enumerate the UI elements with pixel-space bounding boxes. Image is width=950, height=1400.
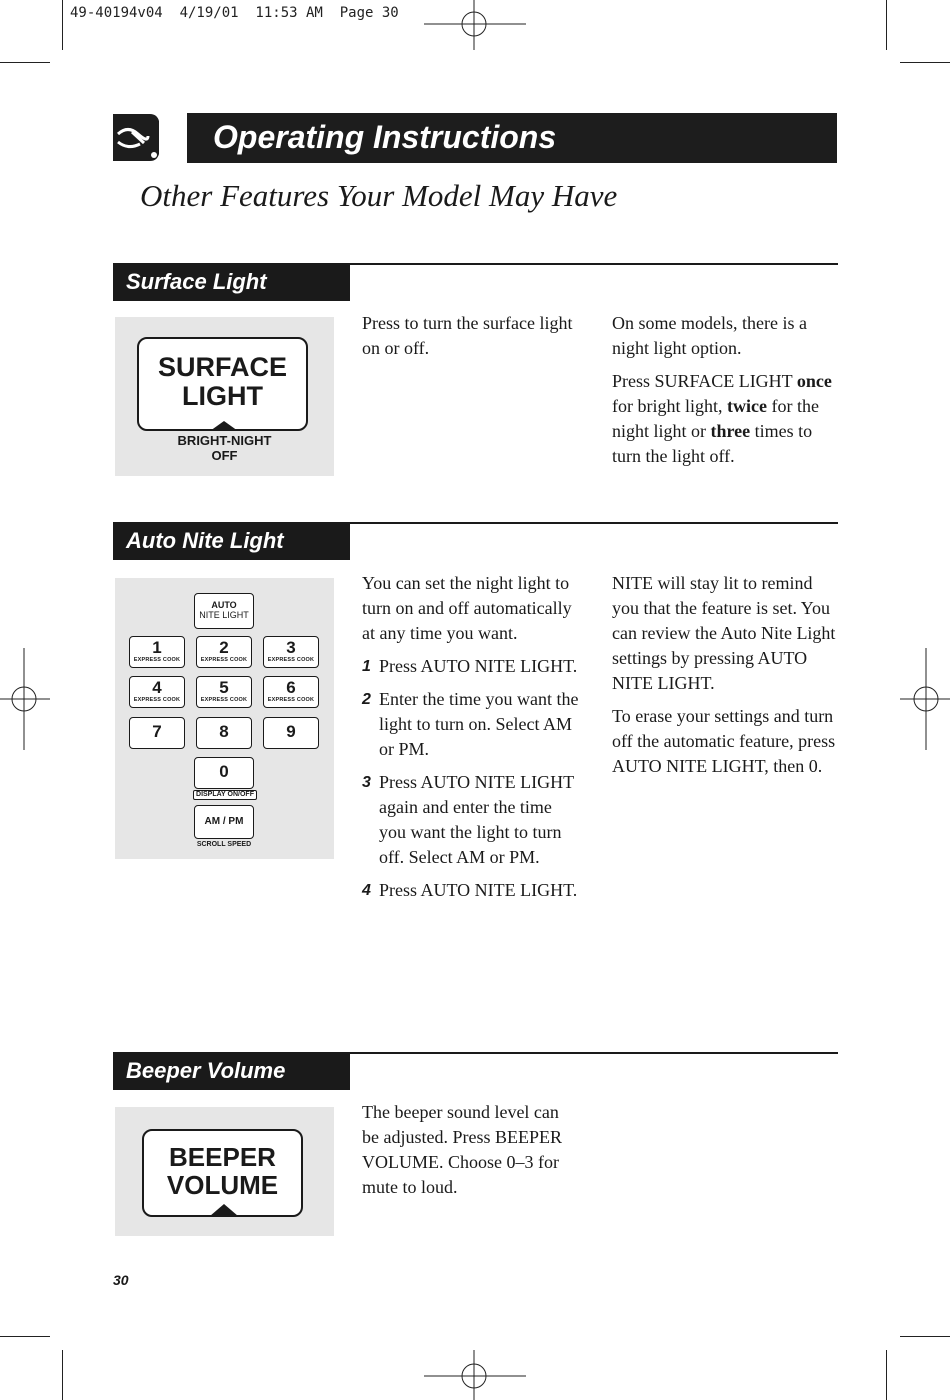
crop-mark [900,1336,950,1337]
display-on-off-label: DISPLAY ON/OFF [193,790,257,800]
section-rule [350,522,838,524]
surface-light-label [115,433,334,463]
key-5 [196,676,252,708]
key-2 [196,636,252,668]
triangle-indicator-icon [210,1204,238,1216]
keypad-illustration [115,578,334,859]
beeper-button-line1: BEEPER [169,1142,276,1172]
text-bold-once: once [796,371,832,391]
surface-light-illustration [115,317,334,476]
key-digit: 0 [219,762,229,781]
auto-nite-text-col1 [362,571,580,911]
step-number: 1 [362,658,371,675]
surface-light-text-col1 [362,311,577,369]
step-number: 3 [362,774,371,791]
step-item [362,654,580,679]
page-title: Operating Instructions [213,119,557,155]
key-sublabel: EXPRESS COOK [133,697,181,703]
page-subtitle: Other Features Your Model May Have [140,178,618,213]
key-digit: 5 [219,678,229,697]
key-sublabel: EXPRESS COOK [200,657,248,663]
key-3 [263,636,319,668]
text-run: for the night light or [612,396,819,441]
crop-mark [62,0,63,50]
scroll-speed-label: SCROLL SPEED [196,841,252,848]
section-tab-auto-nite-light: Auto Nite Light [113,522,350,560]
key-0 [194,757,254,789]
step-number: 4 [362,882,371,899]
text-bold-three: three [710,421,751,441]
key-label: AUTO [211,600,237,610]
beeper-desc: The beeper sound level can be adjusted. Press BEEPER VOLUME. Choose 0–3 for mute to loud. [362,1102,562,1197]
section-tab-beeper-volume: Beeper Volume [113,1052,350,1090]
text-run: times to turn the light off. [612,421,813,466]
text-run: for bright light, [612,396,727,416]
key-sublabel: EXPRESS COOK [133,657,181,663]
key-digit: 2 [219,638,229,657]
step-item [362,878,580,903]
step-text: Press AUTO NITE LIGHT again and enter the time you want the light to turn off. Select AM or PM. [379,772,574,867]
auto-nite-erase: To erase your settings and turn off the automatic feature, press AUTO NITE LIGHT, then 0. [612,706,836,776]
crop-mark [900,62,950,63]
section-tab-surface-light: Surface Light [113,263,350,301]
step-text: Press AUTO NITE LIGHT. [379,656,578,676]
section-rule [350,263,838,265]
key-sublabel: EXPRESS COOK [200,697,248,703]
surface-light-label-line1: BRIGHT-NIGHT [177,433,272,448]
crop-mark [886,0,887,50]
surface-light-text-col2 [612,311,840,477]
key-digit: 6 [286,678,296,697]
text-run: Press SURFACE LIGHT [612,371,797,391]
step-text: Enter the time you want the light to turn on. Select AM or PM. [379,689,579,759]
key-digit: 8 [219,722,229,741]
page-number: 30 [113,1272,129,1288]
step-number: 2 [362,691,371,708]
key-sublabel: EXPRESS COOK [267,697,315,703]
am-pm-key [194,805,254,839]
key-1 [129,636,185,668]
key-9 [263,717,319,749]
surface-light-desc: Press to turn the surface light on or off. [362,313,573,358]
surface-light-label-line2: OFF [211,448,238,463]
key-6 [263,676,319,708]
key-label: NITE LIGHT [199,610,249,620]
surface-light-note: On some models, there is a night light option. [612,313,807,358]
auto-nite-note: NITE will stay lit to remind you that the feature is set. You can review the Auto Nite Light settings by pressing AUTO NITE LIGHT. [612,573,836,693]
surface-light-button-line2: LIGHT [182,381,263,411]
key-digit: 1 [152,638,162,657]
crop-mark [62,1350,63,1400]
key-4 [129,676,185,708]
registration-mark-icon [900,648,950,750]
key-8 [196,717,252,749]
surface-light-button [137,337,308,431]
surface-light-button-line1: SURFACE [157,352,287,382]
crop-mark [0,62,50,63]
registration-mark-icon [424,0,526,50]
text-bold-twice: twice [727,396,767,416]
beeper-text [362,1100,567,1208]
key-digit: 3 [286,638,296,657]
key-digit: 9 [286,722,296,741]
surface-light-instructions [612,369,840,469]
registration-mark-icon [0,648,50,750]
section-rule [350,1052,838,1054]
key-sublabel: EXPRESS COOK [267,657,315,663]
beeper-illustration [115,1107,334,1236]
key-label: AM / PM [204,816,244,827]
auto-nite-text-col2 [612,571,840,787]
triangle-indicator-icon [210,421,238,431]
key-7 [129,717,185,749]
crop-mark [886,1350,887,1400]
auto-nite-intro: You can set the night light to turn on and off automatically at any time you want. [362,573,572,643]
microwave-icon [110,112,162,162]
beeper-button-line2: VOLUME [166,1170,279,1200]
step-text: Press AUTO NITE LIGHT. [379,880,578,900]
print-slug: 49-40194v04 4/19/01 11:53 AM Page 30 [70,5,399,21]
key-digit: 4 [152,678,162,697]
key-digit: 7 [152,722,162,741]
step-item [362,687,580,762]
registration-mark-icon [424,1350,526,1400]
crop-mark [0,1336,50,1337]
step-item [362,770,580,870]
auto-nite-light-key [194,593,254,629]
